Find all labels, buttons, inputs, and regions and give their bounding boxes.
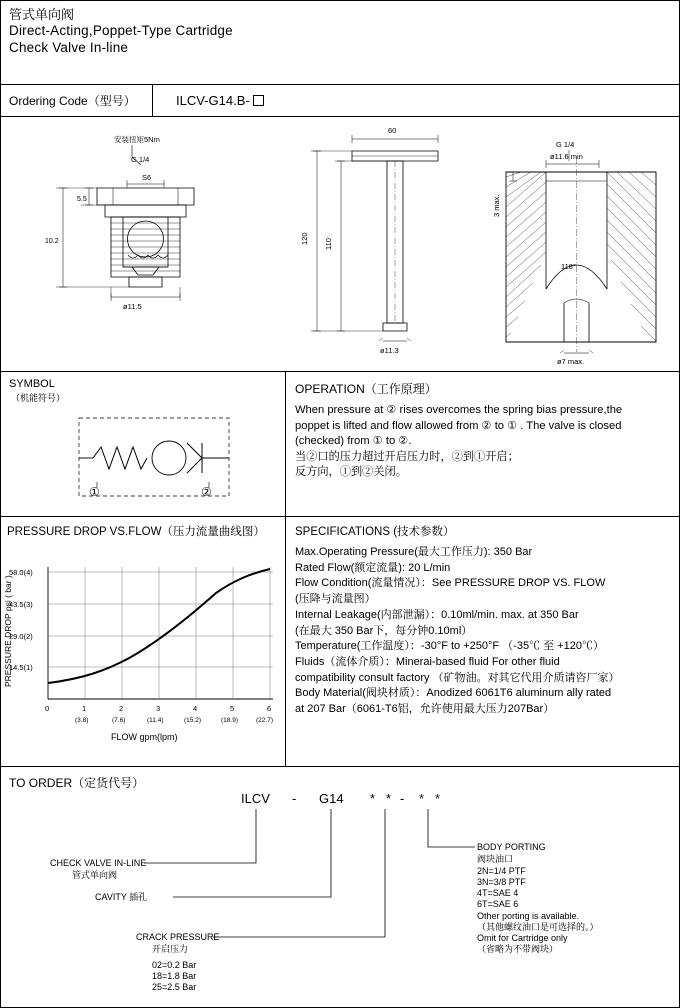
to-order-band bbox=[1, 767, 679, 1007]
to-order-star-4: * bbox=[435, 791, 441, 806]
ordering-code-value bbox=[176, 85, 264, 116]
to-order-dash-2: - bbox=[400, 791, 405, 806]
to-order-part-g14: G14 bbox=[319, 791, 344, 806]
operation-line-4: 当②口的压力超过开启压力时，②到①开启； bbox=[295, 450, 519, 463]
spec-line: Flow Condition(流量情况）：See PRESSURE DROP VS. FLOW bbox=[295, 577, 606, 590]
callout-porting-opt-8: （省略为不带阀块） bbox=[477, 944, 559, 954]
ordering-code-text: ILCV-G14.B- bbox=[176, 93, 250, 108]
spec-line: (在最大 350 Bar下，每分钟0.10ml） bbox=[295, 624, 473, 637]
spec-line: at 207 Bar（6061-T6铝，允许使用最大压力207Bar） bbox=[295, 703, 555, 716]
operation-title: OPERATION（工作原理） bbox=[295, 382, 437, 396]
spec-line: Max.Operating Pressure(最大工作压力): 350 Bar bbox=[295, 546, 533, 558]
right-dia-116: ø11.6 min bbox=[550, 152, 583, 161]
to-order-star-3: * bbox=[419, 791, 425, 806]
chart-xtick-sub-1: (3.8) bbox=[75, 717, 89, 724]
chart-ylabel: PRESSURE DROP psi ( bar ) bbox=[3, 575, 13, 687]
callout-body-porting-en: BODY PORTING bbox=[477, 842, 546, 852]
symbol-subtitle: （机能符号） bbox=[11, 393, 66, 403]
symbol-port-2: ② bbox=[201, 485, 212, 499]
operation-line-3: (checked) from ① to ②. bbox=[295, 435, 412, 447]
chart-xtick-1: 1 bbox=[82, 704, 87, 713]
symbol-port-1: ① bbox=[89, 485, 100, 499]
left-s6-label: S6 bbox=[142, 173, 152, 182]
chart-xtick-sub-2: (7.6) bbox=[112, 717, 126, 724]
chart-xtick-sub-5: (18.9) bbox=[221, 717, 238, 724]
operation-line-1: When pressure at ② rises overcomes the spring bias pressure,the bbox=[295, 404, 623, 416]
page-title-cn: 管式单向阀 bbox=[9, 7, 75, 22]
ordering-code-row bbox=[1, 85, 679, 117]
chart-cell bbox=[1, 517, 286, 766]
spec-line: Rated Flow(额定流量): 20 L/min bbox=[295, 561, 451, 574]
chart-specs-band bbox=[1, 517, 679, 767]
right-dia-7max: ø7 max. bbox=[557, 357, 585, 366]
to-order-part-ilcv: ILCV bbox=[241, 791, 270, 806]
callout-crack-pressure-cn: 开启压力 bbox=[152, 944, 189, 954]
chart-xlabel: FLOW gpm(lpm) bbox=[111, 732, 178, 742]
chart-ytick-0: 58.0(4) bbox=[9, 568, 33, 577]
page-title-en-line1: Direct-Acting,Poppet-Type Cartridge bbox=[9, 23, 233, 38]
callout-crack-opt-2: 18=1.8 Bar bbox=[152, 971, 197, 981]
to-order-dash-1: - bbox=[292, 791, 297, 806]
chart-xtick-sub-6: (22.7) bbox=[256, 717, 273, 724]
callout-porting-opt-1: 2N=1/4 PTF bbox=[477, 866, 526, 876]
right-thread-label: G 1/4 bbox=[556, 140, 575, 149]
left-dim-102: 10.2 bbox=[45, 238, 59, 245]
callout-crack-opt-1: 02=0.2 Bar bbox=[152, 960, 197, 970]
mid-dim-110: 110 bbox=[324, 238, 333, 250]
ordering-code-label: Ordering Code（型号） bbox=[1, 85, 153, 116]
drawings-svg bbox=[1, 117, 679, 371]
chart-ytick-3: 14.5(1) bbox=[9, 663, 33, 672]
spec-line: compatibility consult factory （矿物油。对其它代用介质请咨厂家） bbox=[295, 671, 620, 684]
spec-line: Internal Leakage(内部泄漏）：0.10ml/min. max. at 350 Bar bbox=[295, 608, 579, 621]
drawings-band bbox=[1, 117, 679, 372]
spec-line: Temperature(工作温度）：-30°F to +250°F （-35℃ 至 +120℃） bbox=[295, 640, 604, 653]
mid-dim-60: 60 bbox=[388, 126, 397, 135]
symbol-cell bbox=[1, 372, 286, 516]
specifications-title: SPECIFICATIONS (技术参数） bbox=[295, 526, 455, 538]
chart-xtick-sub-3: (11.4) bbox=[147, 717, 164, 724]
chart-xtick-2: 2 bbox=[119, 704, 124, 713]
callout-porting-opt-5: Other porting is available. bbox=[477, 911, 580, 921]
pressure-drop-chart bbox=[1, 547, 286, 762]
right-dim-3max: 3 max. bbox=[492, 194, 501, 217]
ordering-code-blank-box bbox=[253, 95, 264, 106]
operation-cell bbox=[287, 372, 679, 516]
spec-line: Body Material(阀块材质）：Anodized 6061T6 aluminum ally rated bbox=[295, 687, 612, 700]
left-dim-55: 5.5 bbox=[77, 196, 87, 203]
to-order-star-2: * bbox=[386, 791, 392, 806]
spec-line: Fluids（流体介质）：Minerai-based fluid For other fluid bbox=[295, 655, 560, 668]
callout-porting-opt-4: 6T=SAE 6 bbox=[477, 899, 519, 909]
callout-crack-opt-3: 25=2.5 Bar bbox=[152, 982, 197, 992]
chart-xtick-sub-4: (15.2) bbox=[184, 717, 201, 724]
page-title-en-line2: Check Valve In-line bbox=[9, 40, 129, 55]
callout-porting-opt-2: 3N=3/8 PTF bbox=[477, 877, 526, 887]
chart-title: PRESSURE DROP VS.FLOW（压力流量曲线图） bbox=[7, 526, 265, 538]
to-order-title: TO ORDER（定货代号） bbox=[9, 776, 145, 790]
chart-xtick-5: 5 bbox=[230, 704, 235, 713]
left-note-torque: 安装扭矩5Nm bbox=[114, 135, 160, 144]
chart-xtick-6: 6 bbox=[267, 704, 272, 713]
left-thread-label: G 1/4 bbox=[131, 155, 150, 164]
chart-xtick-3: 3 bbox=[156, 704, 161, 713]
operation-line-5: 反方向，①到②关闭。 bbox=[295, 466, 407, 478]
callout-cavity: CAVITY 插孔 bbox=[95, 892, 148, 902]
title-block bbox=[1, 1, 679, 85]
callout-porting-opt-3: 4T=SAE 4 bbox=[477, 888, 519, 898]
callout-porting-opt-7: Omit for Cartridge only bbox=[477, 933, 568, 943]
right-angle-118: 118° bbox=[561, 262, 576, 271]
operation-line-2: poppet is lifted and flow allowed from ② to ① . The valve is closed bbox=[295, 419, 622, 432]
chart-xtick-0: 0 bbox=[45, 704, 50, 713]
chart-xtick-4: 4 bbox=[193, 704, 198, 713]
symbol-operation-band bbox=[1, 372, 679, 517]
callout-crack-pressure-en: CRACK PRESSURE bbox=[136, 932, 220, 942]
symbol-title: SYMBOL bbox=[9, 378, 55, 390]
spec-line: (压降与流量图） bbox=[295, 593, 376, 606]
mid-dim-120: 120 bbox=[300, 232, 309, 245]
to-order-star-1: * bbox=[370, 791, 376, 806]
specifications-cell bbox=[287, 517, 679, 766]
chart-ytick-2: 29.0(2) bbox=[9, 632, 33, 641]
to-order-diagram bbox=[1, 785, 679, 1000]
chart-ytick-1: 43.5(3) bbox=[9, 600, 33, 609]
callout-check-valve-cn: 管式单向阀 bbox=[72, 870, 118, 880]
mid-dia-113: ø11.3 bbox=[380, 346, 399, 355]
callout-body-porting-cn: 阀块油口 bbox=[477, 854, 514, 864]
left-dia-115: ø11.5 bbox=[123, 302, 142, 311]
symbol-diagram bbox=[1, 410, 286, 515]
callout-check-valve-en: CHECK VALVE IN-LINE bbox=[50, 858, 147, 868]
callout-porting-opt-6: （其他螺纹油口是可选择的。） bbox=[477, 922, 599, 932]
